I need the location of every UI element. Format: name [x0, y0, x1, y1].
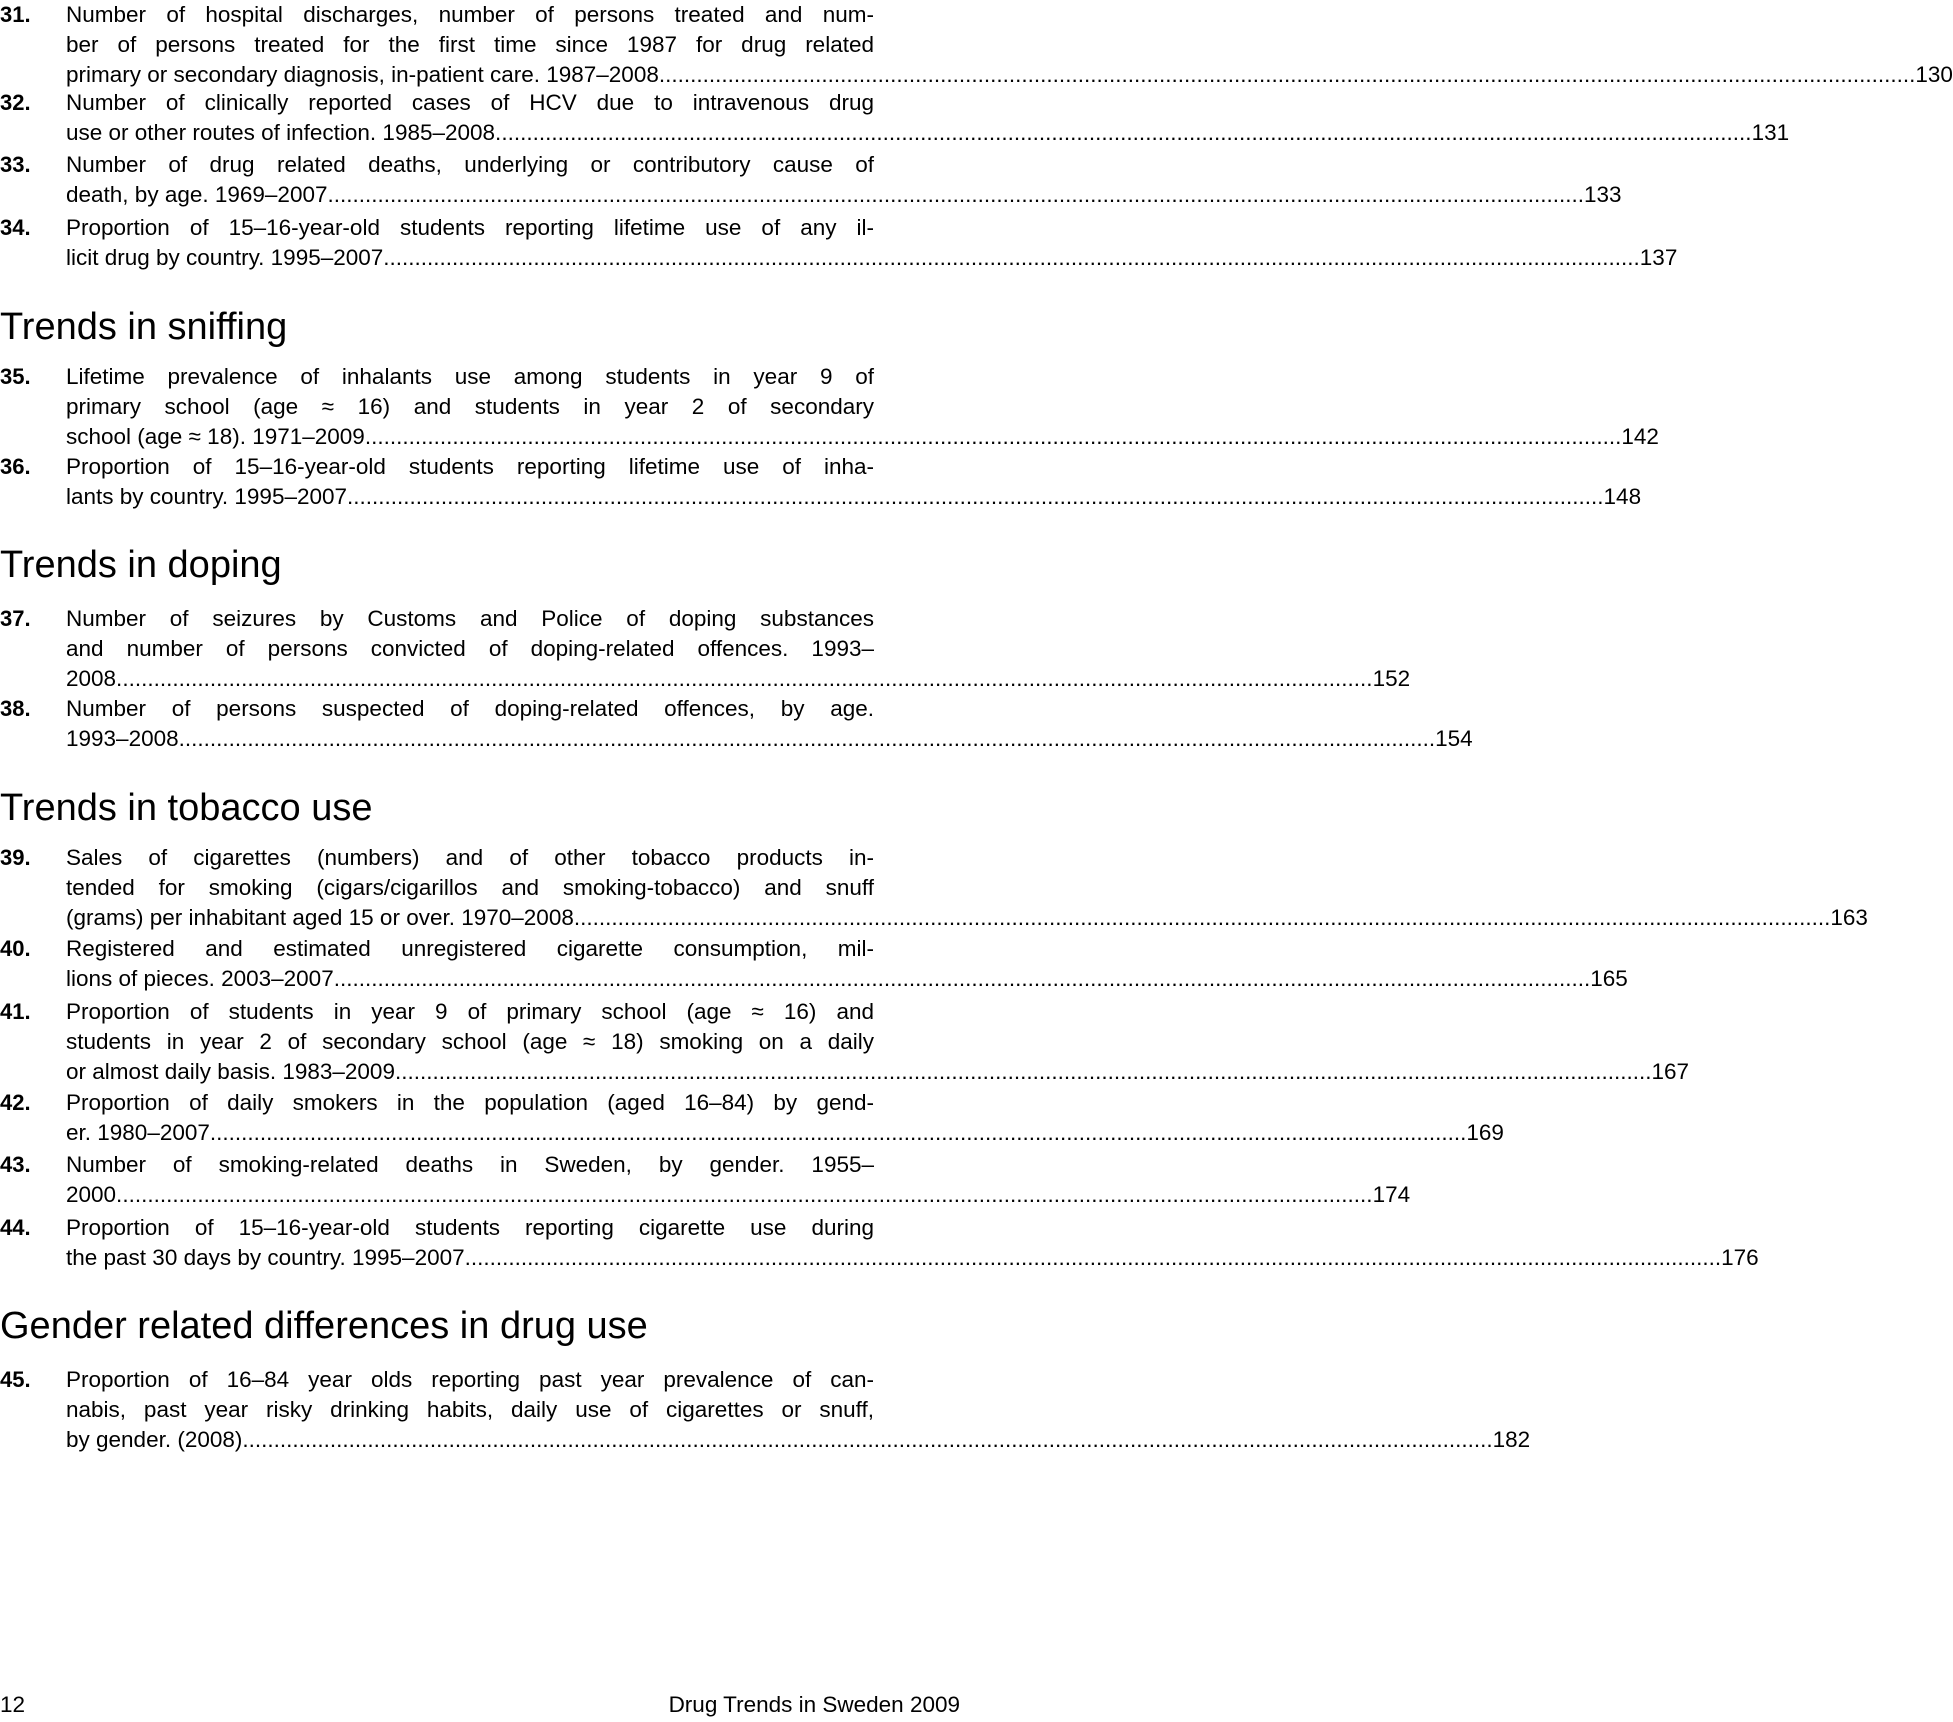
toc-entry-line: school (age ≈ 18). 1971–2009.	[66, 424, 372, 449]
toc-entry-number: 40.	[0, 936, 31, 961]
dot-leader: ........................................................................................................................................................................................................	[501, 120, 1752, 145]
toc-entry-line: nabis, past year risky drinking habits, daily use of cigarettes or snuff,	[66, 1397, 874, 1422]
toc-entry-last-line	[66, 1425, 1531, 1455]
toc-page-number: 152	[1372, 666, 1411, 691]
toc-entry-number: 45.	[0, 1367, 31, 1392]
toc-page-number: 133	[1584, 182, 1622, 207]
toc-entry-line: Proportion of 15–16-year-old students reporting cigarette use during	[66, 1215, 874, 1240]
section-heading-sniffing: Trends in sniffing	[0, 306, 288, 348]
toc-entry-line: death, by age. 1969–2007.	[66, 182, 334, 207]
toc-entry-line: Number of seizures by Customs and Police of doping substances	[66, 606, 874, 631]
toc-page-number: 137	[1639, 245, 1678, 270]
toc-entry-line: (grams) per inhabitant aged 15 or over. 1970–2008.	[66, 905, 581, 930]
toc-entry-line: 2008.	[66, 666, 123, 691]
toc-entry-line: Number of smoking-related deaths in Sweden, by gender. 1955–	[66, 1152, 874, 1177]
toc-entry-last-line	[66, 1057, 1690, 1087]
dot-leader: ........................................................................................................................................................................................................	[401, 1059, 1652, 1084]
toc-entry-number: 44.	[0, 1215, 31, 1240]
toc-page-number: 165	[1590, 966, 1628, 991]
toc-page-number: 176	[1721, 1245, 1759, 1270]
dot-leader: ........................................................................................................................................................................................................	[389, 245, 1640, 270]
toc-entry-line: the past 30 days by country. 1995–2007.	[66, 1245, 471, 1270]
toc-entry-last-line	[66, 1243, 1759, 1273]
toc-page-number: 142	[1621, 424, 1659, 449]
toc-entry-line: tended for smoking (cigars/cigarillos and smoking-tobacco) and snuff	[66, 875, 874, 900]
toc-entry-text	[66, 0, 1953, 90]
footer-publication-title: Drug Trends in Sweden 2009	[668, 1692, 960, 1717]
toc-entry-number: 33.	[0, 152, 31, 177]
toc-entry-text	[66, 694, 1473, 754]
section-heading-doping: Trends in doping	[0, 544, 282, 586]
toc-entry-line: and number of persons convicted of doping-related offences. 1993–	[66, 636, 874, 661]
toc-entry-line: Sales of cigarettes (numbers) and of other tobacco products in-	[66, 845, 874, 870]
toc-page-number: 169	[1466, 1120, 1504, 1145]
toc-entry-text	[66, 604, 1411, 694]
dot-leader: ........................................................................................................................................................................................................	[122, 1182, 1373, 1207]
toc-page-number: 154	[1435, 726, 1473, 751]
toc-entry-text	[66, 362, 1659, 452]
toc-page-number: 131	[1751, 120, 1790, 145]
toc-entry-line: ber of persons treated for the first time since 1987 for drug related	[66, 32, 874, 57]
toc-page-number: 148	[1603, 484, 1642, 509]
toc-entry-line: primary school (age ≈ 16) and students in year 2 of secondary	[66, 394, 874, 419]
dot-leader: ........................................................................................................................................................................................................	[353, 484, 1604, 509]
toc-entry-text	[66, 997, 1690, 1087]
dot-leader: ........................................................................................................................................................................................................	[242, 1427, 1493, 1452]
toc-page-number: 163	[1830, 905, 1868, 930]
toc-entry-last-line	[66, 243, 1678, 273]
toc-entry-text	[66, 88, 1790, 148]
toc-entry-number: 37.	[0, 606, 31, 631]
toc-entry-number: 36.	[0, 454, 31, 479]
toc-entry-line: Number of hospital discharges, number of persons treated and num-	[66, 2, 874, 27]
dot-leader: ........................................................................................................................................................................................................	[339, 966, 1591, 991]
footer-page-number: 12	[0, 1692, 26, 1717]
toc-entry-last-line	[66, 118, 1790, 148]
toc-page-number: 130	[1915, 62, 1953, 87]
section-heading-tobacco: Trends in tobacco use	[0, 787, 373, 829]
toc-page-number: 182	[1492, 1427, 1531, 1452]
toc-entry-line: or almost daily basis. 1983–2009.	[66, 1059, 402, 1084]
toc-entry-last-line	[66, 60, 1953, 90]
toc-entry-line: 2000.	[66, 1182, 123, 1207]
toc-entry-line: Proportion of students in year 9 of primary school (age ≈ 16) and	[66, 999, 874, 1024]
toc-entry-text	[66, 213, 1678, 273]
toc-entry-number: 32.	[0, 90, 31, 115]
dot-leader: ........................................................................................................................................................................................................	[665, 62, 1916, 87]
toc-entry-last-line	[66, 422, 1659, 452]
toc-entry-line: use or other routes of infection. 1985–2008.	[66, 120, 502, 145]
toc-entry-text	[66, 843, 1868, 933]
toc-entry-line: students in year 2 of secondary school (age ≈ 18) smoking on a daily	[66, 1029, 874, 1054]
toc-entry-number: 41.	[0, 999, 31, 1024]
dot-leader: ........................................................................................................................................................................................................	[580, 905, 1831, 930]
toc-entry-last-line	[66, 903, 1868, 933]
toc-entry-number: 38.	[0, 696, 31, 721]
toc-entry-text	[66, 1213, 1759, 1273]
toc-entry-text	[66, 452, 1642, 512]
toc-entry-line: lions of pieces. 2003–2007.	[66, 966, 340, 991]
dot-leader: ........................................................................................................................................................................................................	[333, 182, 1584, 207]
toc-entry-last-line	[66, 482, 1642, 512]
toc-page-number: 174	[1372, 1182, 1411, 1207]
toc-entry-text	[66, 1088, 1504, 1148]
toc-entry-text	[66, 934, 1628, 994]
toc-entry-line: Proportion of 16–84 year olds reporting past year prevalence of can-	[66, 1367, 874, 1392]
toc-entry-number: 34.	[0, 215, 31, 240]
dot-leader: ........................................................................................................................................................................................................	[184, 726, 1436, 751]
section-heading-gender: Gender related differences in drug use	[0, 1305, 648, 1347]
dot-leader: ........................................................................................................................................................................................................	[371, 424, 1622, 449]
toc-entry-text	[66, 150, 1622, 210]
toc-entry-line: Registered and estimated unregistered cigarette consumption, mil-	[66, 936, 874, 961]
toc-page-number: 167	[1651, 1059, 1690, 1084]
toc-entry-last-line	[66, 1118, 1504, 1148]
toc-entry-line: lants by country. 1995–2007.	[66, 484, 354, 509]
toc-entry-number: 42.	[0, 1090, 31, 1115]
toc-entry-line: Number of drug related deaths, underlying or contributory cause of	[66, 152, 874, 177]
toc-entry-number: 39.	[0, 845, 31, 870]
toc-entry-line: Lifetime prevalence of inhalants use among students in year 9 of	[66, 364, 874, 389]
dot-leader: ........................................................................................................................................................................................................	[122, 666, 1373, 691]
toc-entry-number: 43.	[0, 1152, 31, 1177]
dot-leader: ........................................................................................................................................................................................................	[470, 1245, 1722, 1270]
toc-entry-line: licit drug by country. 1995–2007.	[66, 245, 390, 270]
toc-entry-line: Number of clinically reported cases of HCV due to intravenous drug	[66, 90, 874, 115]
toc-entry-last-line	[66, 724, 1473, 754]
toc-entry-text	[66, 1365, 1531, 1455]
toc-entry-number: 31.	[0, 2, 31, 27]
toc-entry-line: Proportion of daily smokers in the population (aged 16–84) by gend-	[66, 1090, 874, 1115]
toc-entry-last-line	[66, 1180, 1411, 1210]
toc-entry-line: primary or secondary diagnosis, in-patient care. 1987–2008.	[66, 62, 666, 87]
toc-entry-line: Proportion of 15–16-year-old students reporting lifetime use of inha-	[66, 454, 874, 479]
toc-entry-line: Number of persons suspected of doping-related offences, by age.	[66, 696, 874, 721]
toc-entry-last-line	[66, 964, 1628, 994]
toc-entry-last-line	[66, 180, 1622, 210]
toc-entry-line: by gender. (2008)	[66, 1427, 243, 1452]
toc-entry-line: er. 1980–2007.	[66, 1120, 217, 1145]
toc-entry-last-line	[66, 664, 1411, 694]
toc-entry-text	[66, 1150, 1411, 1210]
toc-entry-number: 35.	[0, 364, 31, 389]
dot-leader: ........................................................................................................................................................................................................	[216, 1120, 1467, 1145]
toc-entry-line: Proportion of 15–16-year-old students reporting lifetime use of any il-	[66, 215, 874, 240]
toc-entry-line: 1993–2008.	[66, 726, 185, 751]
